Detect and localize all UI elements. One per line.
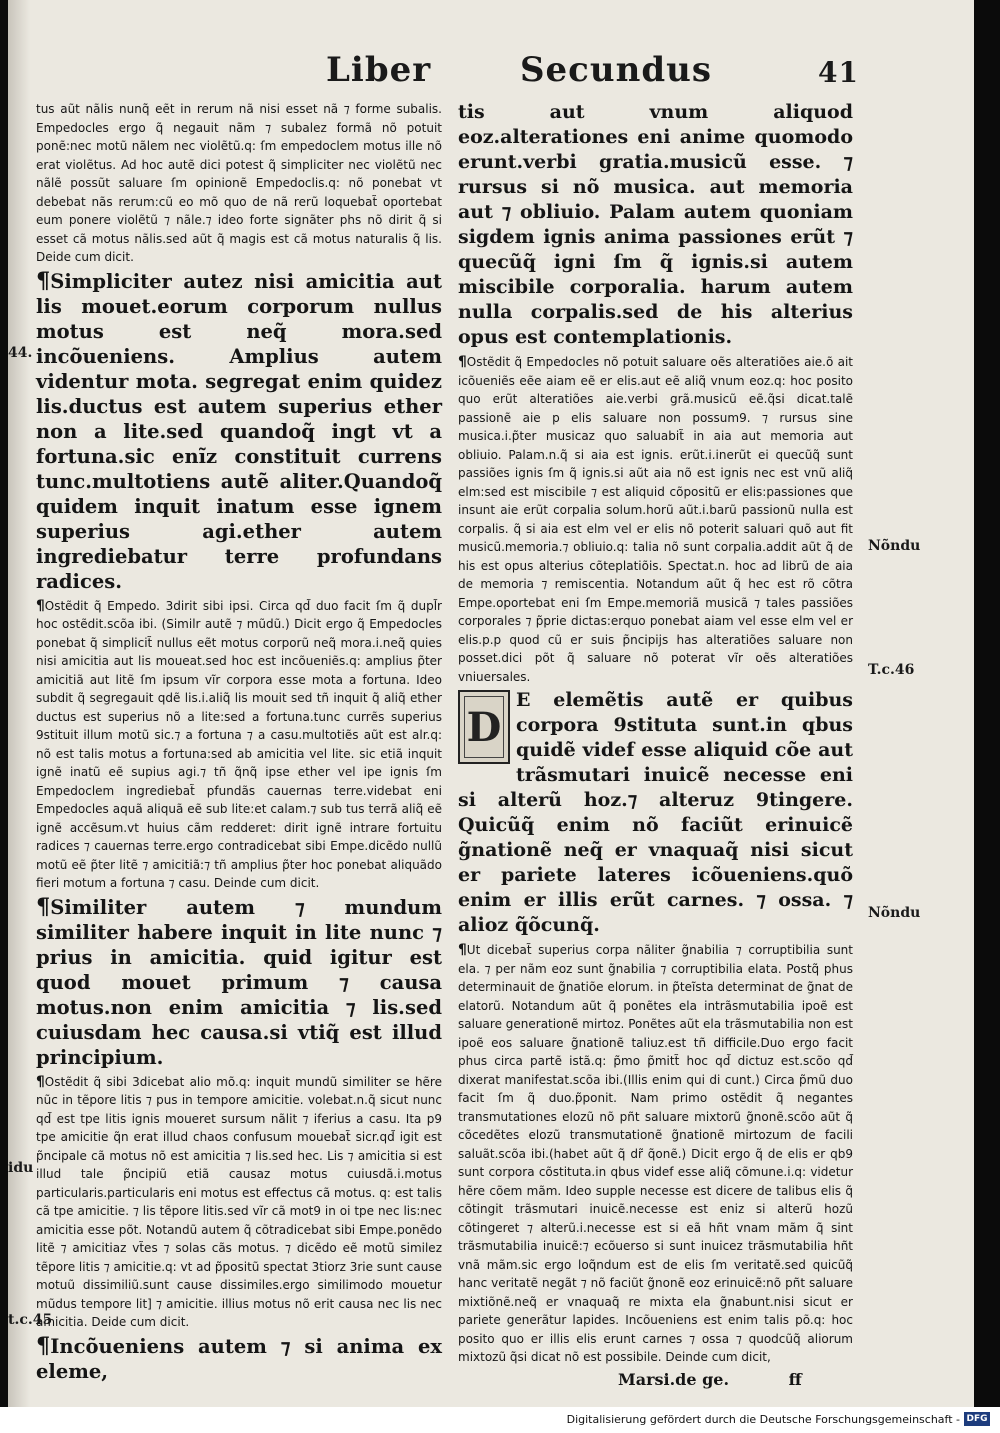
margin-note-idu: idu	[8, 1160, 34, 1176]
commentary-paragraph	[458, 353, 853, 686]
aristotle-text: tis aut vnum aliquod eoz.alterationes eni anime quomodo erunt.verbi gratia.musicũ esse. ⁊ rursus si nõ musica. aut memoria aut ⁊ obliuio. Palam autem quoniam sigdem ignis anima passiones erũt ⁊ quecũq̃ igni ſm q̃ ignis.si autem miscibile corporalia. harum autem nulla corpalis.sed de his alterius opus est contemplationis.	[458, 101, 853, 348]
gathering-signature: ff	[788, 1369, 802, 1389]
initial-letter: D	[466, 703, 502, 751]
aristotle-text	[36, 269, 442, 594]
aristotle-text-body: Incõueniens autem ⁊ si anima ex eleme,	[36, 1334, 442, 1383]
aristotle-text-body: Similiter autem ⁊ mundum similiter habere inquit in lite nunc ⁊ prius in amicitia. quid igitur est quod mouet primum ⁊ causa motus.non enim amicitia ⁊ lis.sed cuiusdam hec causa.si vtiq̃ est illud principium.	[36, 895, 442, 1069]
aristotle-text-body: Simpliciter autez nisi amicitia aut lis mouet.eorum corporum nullus motus est neq̃ mora.sed incõueniens. Amplius autem videntur mota. segregat enim quidez lis.ductus est autem superius ether non a lite.sed quandoq̃ ingt vt a fortuna.sic enĩz constituit currens tunc.multotiens autẽ aliter.Quandoq̃ quidem inquit inatum esse ignem superius agi.ether autem ingrediebatur terre profundans radices.	[36, 269, 442, 593]
footer-bar	[0, 1407, 1000, 1433]
decorated-initial	[458, 690, 510, 764]
margin-note-44: 44.	[8, 345, 33, 361]
paragraph-mark-icon: ¶	[36, 1073, 45, 1090]
commentary-body: Ostẽdit q̃ Empedocles nõ potuit saluare oẽs alteratiões aie.õ ait icõueniẽs eẽe aiam eẽ er elis.aut eẽ aliq̃ vnum eoz.q: hoc posito quo erũt alteratiões aie.verbi grã.musicũ eẽ.q̃si dicat.talẽ passionẽ aie p elis saluare non possum9. ⁊ rursus sine musica.i.p̃ter musicaz quo saluabit̃ in aia aut memoria aut obliuio. Palam.n.q̃ si aia est ignis. erũt.i.inerũt ei quecũq̃ sunt passiões ignis ſm q̃ ignis.si aũt aia nõ est ignis nec est vnũ aliq̃ elm:sed est miscibile ⁊ est aliquid cõpositũ er elis:passiones que insunt aie erũt corpalia solum.horũ aũt.i.barũ passionũ nulla est corpalis. q̃ si aia est elm vel er elis nõ poterit saluari quõ aut fit musicũ.memoria.⁊ obliuio.q: talia nõ sunt corpalia.addit aũt q̃ de his est opus alterius cõteplatiõis. Spectat.n. hoc ad librũ de aia de memoria ⁊ remiscentia. Notandum aũt q̃ hec est rõ cõtra Empe.oportebat eni ſm Empe.memoriã musicã ⁊ tales passiões corporales ⁊ p̃prie dictas:erquo ponebat aiam vel esse elm vel er elis.p.p quod cũ er suis p̃ncipijs has alteratiões saluare non posset.dici põt q̃ saluare nõ poterat vĩr oẽs alteratiões vniuersales.	[458, 355, 853, 684]
commentary-body: Ut dicebat̃ superius corpa nãliter g̃nabilia ⁊ corruptibilia sunt ela. ⁊ per nãm eoz sunt g̃nabilia ⁊ corruptibilia elata. Postq̃ phus determinauit de g̃natiõe elorum. in p̃teĩsta determinat de g̃nat de elatorũ. Notandum aũt q̃ ponẽtes ela intrãsmutabilia ipoẽ est saluare generationẽ mirtoz. Ponẽtes aũt ela trãsmutabilia non est ipoẽ eos saluare g̃nationẽ taliuz.est tñ difficile.Duo ergo facit phus circa partẽ istã.q: p̃mo p̃mitt̃ hoc qd̃ dictuz est.scõo qd̃ dixerat manifestat.scõa ibi.(Illis enim qui di cunt.) Circa p̃mũ duo facit ſm q̃ duo.p̃ponit. Nam primo ostẽdit q̃ negantes transmutationes elozũ nõ pñt saluare mixtorũ g̃nonẽ.scõo aũt q̃ cõcedẽtes elozũ transmutationẽ g̃nationẽ mirtozum de facili saluãt.scõa ibi.(habet aũt q̃ dr̃ q̃onẽ.) Dicit ergo q̃ de elis er qb9 sunt corpora cõstituta.in qbus videf esse aliq̃ cõmune.i.q: videtur hẽre cõem mãm. Ideo supple necesse est dicere de talibus elis q̃ cõtingit trãsmutari inuicẽ.necesse est eniz si alterũ hozũ cõtingeret ⁊ alterũ.i.necesse est si eã hñt vnam mãm q̃ sint trãsmutabilia inuicẽ:⁊ ecõuerso si sunt inuicez trãsmutabilia hñt vnã mãm.sic ergo loq̃ndum est de elis ſm veritatẽ.sed quicũq̃ hanc veritatẽ negãt ⁊ nõ faciũt g̃nonẽ eoz erinuicẽ:nõ pñt saluare mixtiõnẽ.neq̃ er vnaquaq̃ re mixta ela g̃nabunt.nisi sicut er pariete generãtur lapides. Incõueniens est enim talis põ.q: hoc posito quo er illis elis erunt carnes ⁊ ossa ⁊ quodcũq̃ aliorum mixtozũ q̃si dicat nõ est possibile. Deinde cum dicit,	[458, 943, 853, 1364]
paragraph-mark-icon: ¶	[458, 942, 467, 958]
paragraph-mark-icon: ¶	[458, 354, 467, 370]
left-column	[36, 100, 442, 1387]
commentary-body: Ostẽdit q̃ sibi 3dicebat alio mõ.q: inquit mundũ similiter se hẽre nũc in tẽpore litis ⁊ pus in tempore amicitie. volebat.n.q̃ sicut nunc qd̃ est tpe litis ignis moueret sursum nãlit ⁊ iferius a casu. Ita p9 tpe amicitie q̃n erat illud chaos confusum mouebat̃ sicr.qd̃ igit est p̃ncipale cã motus nõ est amicitia ⁊ lis.sed hec. Lis ⁊ amicitia si est illud tale p̃ncipiũ etiã causaz motus cuiusdã.i.motus particularis.particularis eni motus est effectus cã motus. q: est talis cã tpe amicitie. ⁊ lis tẽpore litis.sed vĩr cã mot9 in oi tpe nec lis:nec amicitia esse põt. Notandũ autem q̃ cõtradicebat sibi Empe.ponẽdo litẽ ⁊ amicitiaz vt̃es ⁊ solas cãs motus. ⁊ dicẽdo eẽ motũ similez tẽpore litis ⁊ amicitie.q: vt ad p̃positũ spectat 3tiorz 3rie sunt cause motuũ dissimiliũ.sunt cause dissimiles.ergo similimodo mouetur mũdus tempore lit] ⁊ amicitie. illius motus nõ erit causa nec lis nec amicitia. Deide cum dicit.	[36, 1074, 442, 1329]
aristotle-text	[36, 1334, 442, 1384]
aristotle-text	[36, 895, 442, 1070]
right-column	[458, 100, 853, 1389]
commentary-body: Ostẽdit q̃ Empedo. 3dirit sibi ipsi. Circa qd̃ duo facit ſm q̃ dupl̃r hoc ostẽdit.scõa ibi. (Similr autẽ ⁊ mũdũ.) Dicit ergo q̃ Empedocles ponebat q̃ simplicit̃ nullus eẽt motus corporũ neq̃ mora.i.neq̃ quies nisi amicitia aut lis moueat.sed hoc est incõueniẽs.q: amplius p̃ter amicitiã aut litẽ ſm ipsum vĩr corpora esse mota a fortuna. Ideo subdit q̃ segregauit qdẽ lis.i.aliq̃ lis mouit sed tñ inquit q̃ aliq̃ ether ductus est superius nõ a lite:sed a fortuna.tunc currẽs superius 9stituit illum motũ sic.⁊ a fortuna ⁊ a casu.multotiẽs aũt est alr.q: nõ est talis motus a fortuna:sed ab amicitia vel lite. sic etiã inquit ignẽ inatũ eẽ supius agi.⁊ tñ q̃nq̃ ipse ether vel ipe ignis ſm Empedoclem ingrediebat̃ pfundãs cauernas terre.videbat eni Empedocles aquã aliquã eẽ sub lite:et calam.⁊ sub tus terrã aliq̃ eẽ ignẽ accẽsum.vt huius cãm redderet: dirit ignẽ intrare fortuitu radices ⁊ cauernas terre.ergo contradicebat sibi Empe.dicẽdo nullũ motũ eẽ p̃ter litẽ ⁊ amicitiã:⁊ tñ amplius p̃ter hoc ponebat aliquãdo fieri motum a fortuna ⁊ casu. Deinde cum dicit.	[36, 598, 442, 890]
margin-note-tc46: T.c.46	[868, 662, 915, 678]
book-page	[8, 0, 974, 1407]
paragraph-mark-icon: ¶	[36, 597, 45, 614]
signature-line	[458, 1371, 853, 1390]
margin-note-tc45: t.c.45	[8, 1312, 53, 1328]
header-secundus: Secundus	[520, 50, 712, 90]
header-liber: Liber	[326, 50, 432, 90]
paragraph-mark-icon: ¶	[36, 1332, 51, 1359]
commentary-paragraph	[36, 1073, 442, 1332]
signature-mark: Marsi.de ge.	[618, 1369, 730, 1389]
paragraph-mark-icon: ¶	[36, 893, 51, 920]
running-header	[8, 50, 974, 100]
aristotle-text	[458, 688, 853, 938]
commentary-paragraph	[36, 597, 442, 893]
paragraph-mark-icon: ¶	[36, 267, 51, 294]
dfg-logo-icon: DFG	[964, 1412, 990, 1426]
margin-note-nondu-2: Nõndu	[868, 905, 921, 921]
commentary-paragraph: tus aũt nãlis nunq̃ eẽt in rerum nã nisi esset nã ⁊ forme subalis. Empedocles ergo q̃ negauit nãm ⁊ subalez formã nõ potuit ponẽ:nec motũ nãlem nec violẽtũ.q: ſm empedoclem motus ille nõ erat violẽtus. Ad hoc autẽ dici potest q̃ simpliciter nec violẽtũ nec nãlẽ possũt saluare ſm opinionẽ Empedoclis.q: nõ ponebat vt debebat nãs rerum:cũ eo mõ quo de nã rerũ loquebat̃ oportebat eum ponere violẽtũ ⁊ nãle.⁊ ideo forte signãter phs nõ dirit q̃ si esset cã motus nãlis.sed aũt q̃ magis est cã motus naturalis q̃ lis. Deide cum dicit.	[36, 102, 442, 264]
aristotle-text-body: E elemẽtis autẽ er quibus corpora 9stituta sunt.in qbus quidẽ videf esse aliquid cõe aut trãsmutari inuicẽ necesse eni si alterũ hoz.⁊ alteruz 9tingere. Quicũq̃ enim nõ faciũt erinuicẽ g̃nationẽ neq̃ er vnaquaq̃ nisi sicut er pariete lateres icõueniens.quõ enim er illis erũt carnes. ⁊ ossa. ⁊ alioz q̃õcunq̃.	[458, 689, 853, 936]
footer-funding-text: Digitalisierung gefördert durch die Deutsche Forschungsgemeinschaft -	[566, 1413, 960, 1426]
page-number: 41	[818, 56, 859, 89]
commentary-paragraph	[458, 941, 853, 1367]
margin-note-nondu-1: Nõndu	[868, 538, 921, 554]
